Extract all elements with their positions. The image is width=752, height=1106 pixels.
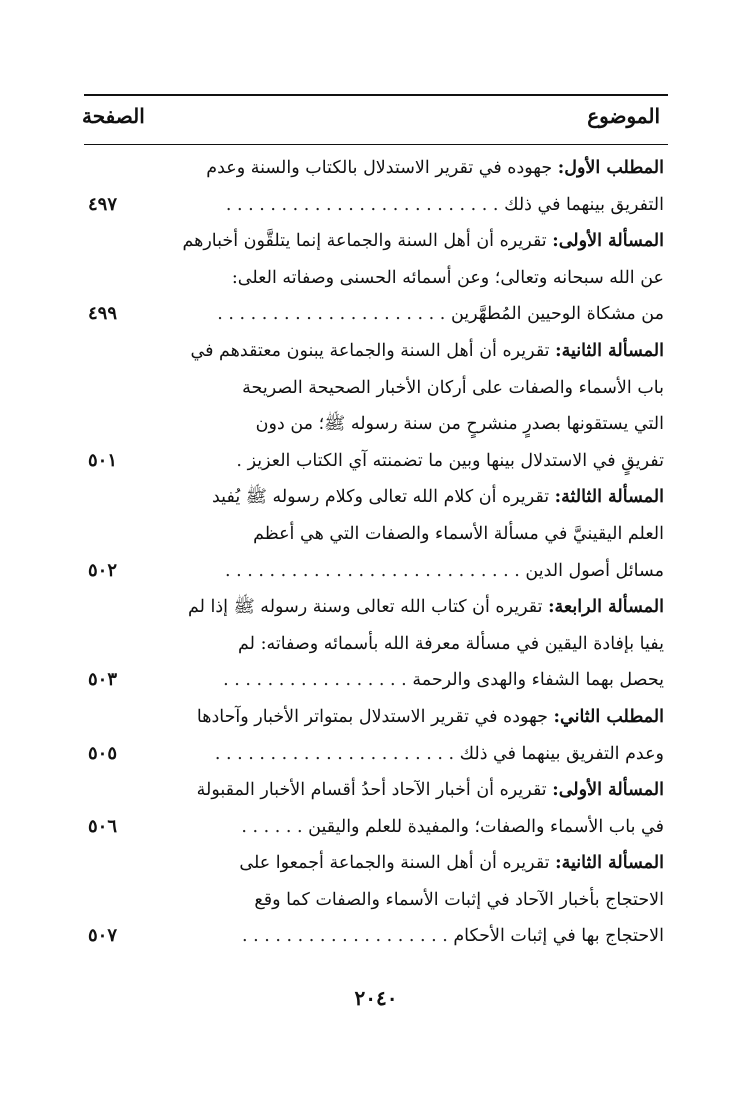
toc-line-body: تقريره أن أخبار الآحاد أحدُ أقسام الأخبار المقبولة (196, 780, 547, 801)
toc-line (82, 333, 664, 370)
leader-dots: . . . . . . . . . . . . . . . . . . . . . . (214, 743, 455, 764)
toc-line (82, 406, 664, 443)
table-of-contents (82, 150, 664, 955)
toc-line-body: تقريره أن أهل السنة والجماعة يبنون معتقدهم في (190, 340, 550, 361)
toc-line (82, 370, 664, 407)
leader-dots: . (236, 450, 242, 471)
page-number: ٢٠٤٠ (354, 986, 398, 1010)
toc-line-text (253, 516, 664, 553)
header-top-rule (84, 94, 668, 96)
toc-line-text (236, 443, 664, 480)
toc-page-number: ٥٠٧ (88, 925, 118, 947)
toc-line-text (256, 406, 664, 443)
toc-page-number: ٥٠٣ (88, 669, 118, 691)
toc-line-text (182, 223, 664, 260)
leader-dots: . . . . . . . . . . . . . . . . . . . (241, 926, 448, 947)
toc-line (82, 187, 664, 224)
toc-line-body: باب الأسماء والصفات على أركان الأخبار الصحيحة الصريحة (242, 377, 664, 398)
topic-column-header: الموضوع (587, 104, 660, 128)
toc-line (82, 296, 664, 333)
toc-line (82, 626, 664, 663)
leader-dots: . . . . . . (241, 816, 303, 837)
toc-line-body: العلم اليقينيَّ في مسألة الأسماء والصفات التي هي أعظم (253, 523, 664, 544)
toc-line-text (188, 589, 664, 626)
toc-page-number: ٥٠٥ (88, 742, 118, 764)
toc-line-body: تقريره أن كتاب الله تعالى وسنة رسوله ﷺ إذا لم (187, 597, 543, 618)
toc-line-body: مسائل أصول الدين (525, 560, 664, 581)
toc-line (82, 553, 664, 590)
toc-line-body: في باب الأسماء والصفات؛ والمفيدة للعلم واليقين (308, 816, 664, 837)
toc-line-body: جهوده في تقرير الاستدلال بمتواتر الأخبار وآحادها (196, 706, 548, 727)
toc-line (82, 662, 664, 699)
toc-page-number: ٥٠١ (88, 449, 118, 471)
toc-entry (82, 479, 664, 589)
toc-line-text (223, 662, 664, 699)
toc-line (82, 589, 664, 626)
toc-entry (82, 699, 664, 772)
toc-line-text (242, 370, 664, 407)
toc-entry (82, 845, 664, 955)
toc-line-body: الاحتجاج بها في إثبات الأحكام (453, 926, 664, 947)
toc-line-body: التفريق بينهما في ذلك (504, 194, 664, 215)
toc-line (82, 516, 664, 553)
toc-entry-heading: المسألة الثانية: (555, 853, 664, 874)
toc-line-body: من مشكاة الوحيين المُطهَّرين (450, 304, 664, 325)
toc-line-body: تقريره أن أهل السنة والجماعة أجمعوا على (239, 853, 550, 874)
toc-page-number: ٥٠٦ (88, 815, 118, 837)
toc-page-number: ٤٩٩ (88, 303, 118, 325)
toc-line-text (212, 479, 664, 516)
toc-entry (82, 589, 664, 699)
toc-line (82, 882, 664, 919)
toc-line-text (197, 699, 664, 736)
toc-line-text (225, 553, 664, 590)
toc-page-number: ٥٠٢ (88, 559, 118, 581)
header-bottom-rule (84, 144, 668, 145)
toc-entry-heading: المسألة الرابعة: (548, 597, 664, 618)
toc-line-body: تفريقٍ في الاستدلال بينها وبين ما تضمنته آي الكتاب العزيز (247, 450, 664, 471)
leader-dots: . . . . . . . . . . . . . . . . . . . . . (217, 304, 446, 325)
toc-line (82, 443, 664, 480)
toc-line-text (239, 845, 664, 882)
leader-dots: . . . . . . . . . . . . . . . . . . . . . . . . . . . (224, 560, 520, 581)
toc-line (82, 918, 664, 955)
toc-line-text (242, 918, 664, 955)
toc-line-body: التي يستقونها بصدرٍ منشرحٍ من سنة رسوله ﷺ؛ من دون (255, 414, 664, 435)
toc-line (82, 845, 664, 882)
toc-line-text (232, 260, 664, 297)
toc-line (82, 699, 664, 736)
toc-line-text (206, 150, 664, 187)
toc-line-text (217, 296, 664, 333)
toc-line-body: وعدم التفريق بينهما في ذلك (459, 743, 664, 764)
toc-line-text (226, 187, 664, 224)
toc-page-number: ٤٩٧ (88, 193, 118, 215)
toc-entry-heading: المسألة الثانية: (555, 340, 664, 361)
toc-line-body: يفيا بإفادة اليقين في مسألة معرفة الله بأسمائه وصفاته: لم (238, 633, 664, 654)
toc-entry (82, 223, 664, 333)
toc-line-text (241, 809, 664, 846)
toc-line (82, 772, 664, 809)
toc-line (82, 809, 664, 846)
toc-entry (82, 150, 664, 223)
toc-line-text (191, 333, 665, 370)
toc-line-text (254, 882, 664, 919)
toc-line (82, 479, 664, 516)
toc-entry-heading: المسألة الأولى: (552, 780, 664, 801)
toc-line-body: جهوده في تقرير الاستدلال بالكتاب والسنة وعدم (206, 158, 553, 178)
toc-entry (82, 772, 664, 845)
toc-entry-heading: المسألة الثالثة: (554, 487, 664, 508)
toc-entry-heading: المطلب الأول: (557, 158, 664, 178)
toc-line-body: عن الله سبحانه وتعالى؛ وعن أسمائه الحسنى وصفاته العلى: (231, 267, 664, 288)
toc-line-text (238, 626, 664, 663)
toc-entry-heading: المطلب الثاني: (553, 706, 664, 727)
toc-line (82, 260, 664, 297)
toc-line-body: يحصل بهما الشفاء والهدى والرحمة (412, 670, 664, 691)
leader-dots: . . . . . . . . . . . . . . . . . . . . . . . . . (225, 194, 499, 215)
toc-entry-heading: المسألة الأولى: (552, 231, 664, 252)
toc-line-text (215, 736, 664, 773)
toc-line-body: تقريره أن أهل السنة والجماعة إنما يتلقَّون أخبارهم (182, 231, 547, 252)
page-column-header: الصفحة (82, 104, 145, 128)
toc-line (82, 223, 664, 260)
toc-line (82, 150, 664, 187)
toc-line (82, 736, 664, 773)
toc-line-body: الاحتجاج بأخبار الآحاد في إثبات الأسماء والصفات كما وقع (254, 889, 664, 910)
toc-line-text (197, 772, 664, 809)
toc-line-body: تقريره أن كلام الله تعالى وكلام رسوله ﷺ يُفيد (212, 487, 550, 508)
toc-entry (82, 333, 664, 479)
leader-dots: . . . . . . . . . . . . . . . . . (223, 670, 407, 691)
